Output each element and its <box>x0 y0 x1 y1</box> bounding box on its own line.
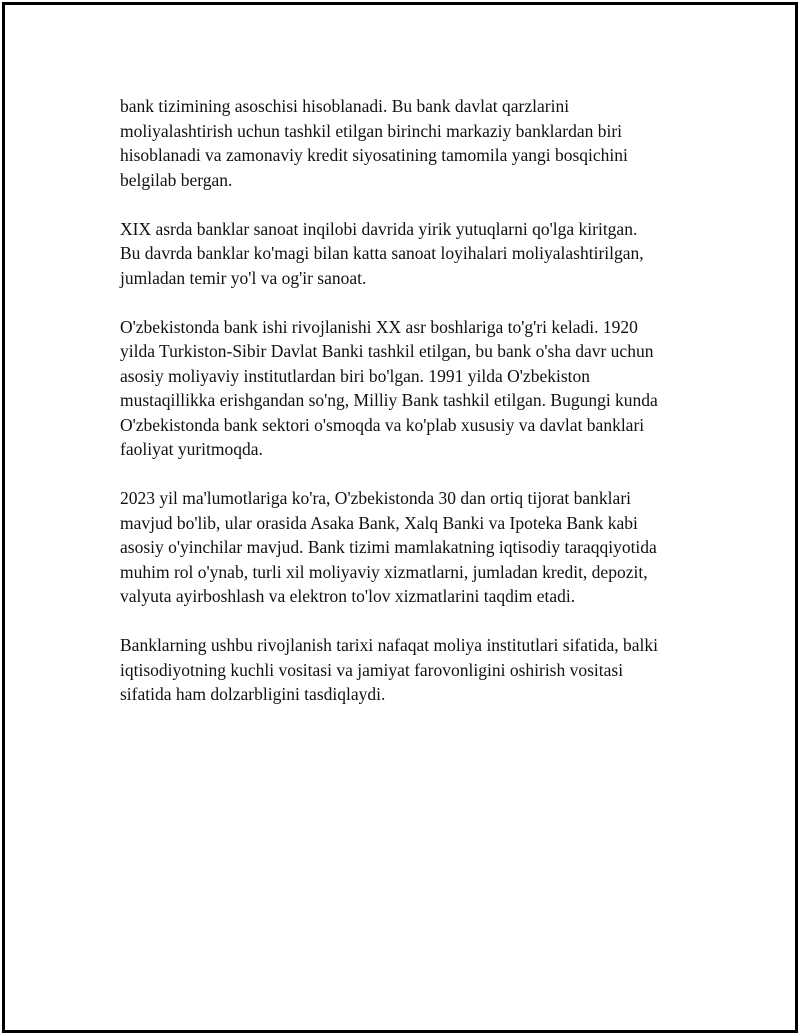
paragraph: 2023 yil ma'lumotlariga ko'ra, O'zbekistonda 30 dan ortiq tijorat banklari mavjud bo'lib, ular orasida Asaka Bank, Xalq Banki va Ipoteka Bank kabi asosiy o'yinchilar mavjud. Bank tizimi mamlakatning iqtisodiy taraqqiyotida muhim rol o'ynab, turli xil moliyaviy xizmatlarni, jumladan kredit, depozit, valyuta ayirboshlash va elektron to'lov xizmatlarini taqdim etadi. <box>120 488 657 606</box>
document-page <box>2 2 798 1033</box>
paragraph: bank tizimining asoschisi hisoblanadi. Bu bank davlat qarzlarini moliyalashtirish uchun tashkil etilgan birinchi markaziy banklardan biri hisoblanadi va zamonaviy kredit siyosatining tamomila yangi bosqichini belgilab bergan. <box>120 96 628 190</box>
paragraph: XIX asrda banklar sanoat inqilobi davrida yirik yutuqlarni qo'lga kiritgan. Bu davrda banklar ko'magi bilan katta sanoat loyihalari moliyalashtirilgan, jumladan temir yo'l va og'ir sanoat. <box>120 218 644 288</box>
paragraph: O'zbekistonda bank ishi rivojlanishi XX asr boshlariga to'g'ri keladi. 1920 yilda Turkiston-Sibir Davlat Banki tashkil etilgan, bu bank o'sha davr uchun asosiy moliyaviy institutlardan biri bo'lgan. 1991 yilda O'zbekiston mustaqillikka erishgandan so'ng, Milliy Bank tashkil etilgan. Bugungi kunda O'zbekistonda bank sektori o'smoqda va ko'plab xususiy va davlat banklari faoliyat yuritmoqda. <box>120 316 658 459</box>
paragraph: Banklarning ushbu rivojlanish tarixi nafaqat moliya institutlari sifatida, balki iqtisodiyotning kuchli vositasi va jamiyat farovonligini oshirish vositasi sifatida ham dolzarbligini tasdiqlaydi. <box>120 635 659 704</box>
document-body <box>120 94 720 731</box>
